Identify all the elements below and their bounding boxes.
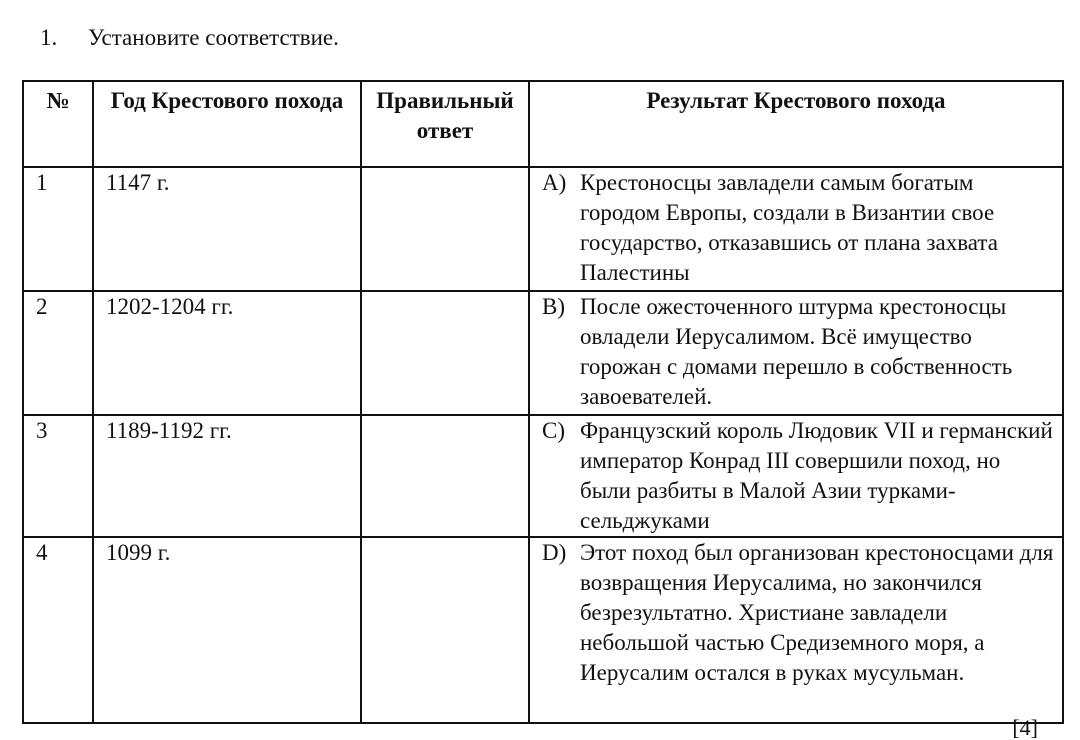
row-number: 4 [23,537,93,723]
row-result [529,291,1063,415]
answer-cell[interactable] [361,291,529,415]
result-letter: C) [542,418,565,443]
result-letter: D) [542,540,567,565]
row-number: 3 [23,415,93,537]
row-number: 1 [23,167,93,291]
score-marker: [4] [1012,715,1038,740]
header-year: Год Крестового похода [93,81,361,167]
row-number: 2 [23,291,93,415]
result-letter: A) [542,170,567,195]
task-number: 1. [40,25,58,50]
result-letter: B) [542,294,565,319]
row-year: 1099 г. [93,537,361,723]
task-instruction [40,22,339,54]
result-text: После ожесточенного штурма крестоносцы овладели Иерусалимом. Всё имущество горожан с домами перешло в собственность завоевателей. [580,294,1013,409]
answer-cell[interactable] [361,167,529,291]
table-row [23,415,1063,537]
table-row [23,291,1063,415]
matching-table [22,80,1064,724]
row-year: 1147 г. [93,167,361,291]
header-number: № [23,81,93,167]
header-result: Результат Крестового похода [529,81,1063,167]
result-text: Этот поход был организован крестоносцами для возвращения Иерусалима, но закончился безрезультатно. Христиане завладели небольшой частью Средиземного моря, а Иерусалим остался в руках мусульман. [580,540,1054,685]
row-year: 1189-1192 гг. [93,415,361,537]
row-result [529,167,1063,291]
result-text: Крестоносцы завладели самым богатым городом Европы, создали в Византии свое государство, отказавшись от плана захвата Палестины [580,170,998,285]
row-result [529,537,1063,723]
answer-cell[interactable] [361,537,529,723]
answer-cell[interactable] [361,415,529,537]
row-result [529,415,1063,537]
header-answer: Правильный ответ [361,81,529,167]
header-row [23,81,1063,167]
task-text: Установите соответствие. [88,25,339,50]
row-year: 1202-1204 гг. [93,291,361,415]
result-text: Французский король Людовик VII и германский император Конрад III совершили поход, но были разбиты в Малой Азии турками-сельджуками [580,418,1053,533]
table-row [23,537,1063,723]
table-row [23,167,1063,291]
